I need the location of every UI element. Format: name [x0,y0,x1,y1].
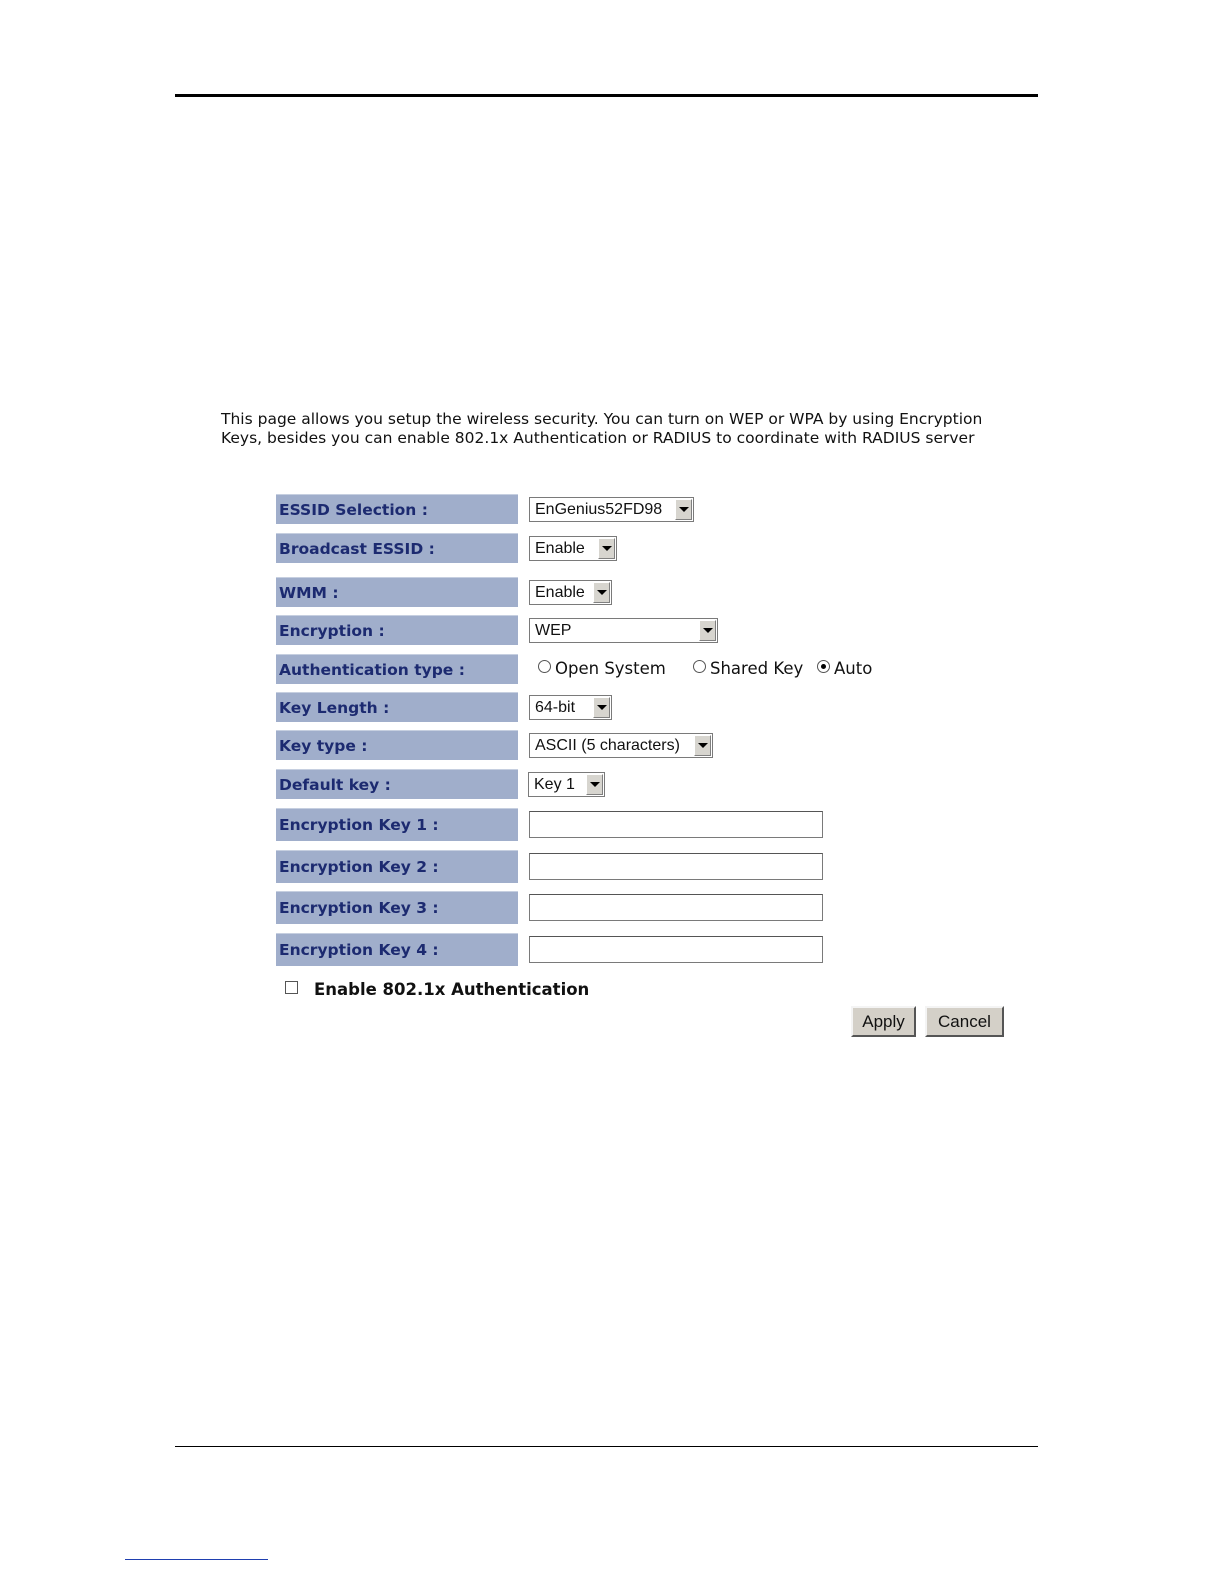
auth-option-auto[interactable] [817,654,872,684]
page-description: This page allows you setup the wireless security. You can turn on WEP or WPA by using Encryption Keys, besides you can enable 802.1x Authentication or RADIUS to coordinate with RADIUS server [221,410,983,447]
chevron-down-icon[interactable] [675,499,692,520]
header-rule [175,94,1038,97]
key-length-label: Key Length : [276,692,518,722]
wmm-label: WMM : [276,577,518,607]
encryption-key-4-label: Encryption Key 4 : [276,933,518,966]
default-key-value: Key 1 [534,776,575,793]
footer-rule [175,1446,1038,1447]
auto-radio[interactable] [817,660,830,673]
authentication-type-label: Authentication type : [276,654,518,684]
footnote-rule [125,1559,268,1560]
chevron-down-icon[interactable] [586,774,603,795]
encryption-key-1-input[interactable] [529,811,823,838]
enable-8021x-label: Enable 802.1x Authentication [314,980,590,999]
enable-8021x-option[interactable] [285,978,589,1002]
wmm-value: Enable [535,584,585,601]
auth-option-shared-key[interactable] [693,654,803,684]
enable-8021x-checkbox[interactable] [285,981,298,994]
encryption-key-2-label: Encryption Key 2 : [276,850,518,883]
encryption-key-4-input[interactable] [529,936,823,963]
chevron-down-icon[interactable] [694,735,711,756]
cancel-button[interactable]: Cancel [925,1006,1004,1037]
broadcast-essid-value: Enable [535,540,585,557]
broadcast-essid-select[interactable] [529,536,617,561]
auto-label: Auto [834,659,873,678]
broadcast-essid-label: Broadcast ESSID : [276,533,518,563]
encryption-value: WEP [535,622,572,639]
chevron-down-icon[interactable] [593,697,610,718]
encryption-key-3-input[interactable] [529,894,823,921]
essid-selection-select[interactable] [529,497,694,522]
encryption-key-3-label: Encryption Key 3 : [276,891,518,924]
key-length-value: 64-bit [535,699,576,716]
chevron-down-icon[interactable] [598,538,615,559]
key-length-select[interactable] [529,695,612,720]
shared-key-radio[interactable] [693,660,706,673]
key-type-label: Key type : [276,730,518,760]
encryption-key-2-input[interactable] [529,853,823,880]
default-key-label: Default key : [276,769,518,799]
essid-selection-value: EnGenius52FD98 [535,501,663,518]
auth-option-open-system[interactable] [538,654,666,684]
default-key-select[interactable] [528,772,605,797]
apply-button[interactable]: Apply [851,1006,916,1037]
encryption-select[interactable] [529,618,718,643]
chevron-down-icon[interactable] [699,620,716,641]
wmm-select[interactable] [529,580,612,605]
key-type-select[interactable] [529,733,713,758]
shared-key-label: Shared Key [710,659,804,678]
encryption-label: Encryption : [276,615,518,645]
open-system-label: Open System [555,659,666,678]
essid-selection-label: ESSID Selection : [276,494,518,524]
encryption-key-1-label: Encryption Key 1 : [276,808,518,841]
chevron-down-icon[interactable] [593,582,610,603]
key-type-value: ASCII (5 characters) [535,737,680,754]
open-system-radio[interactable] [538,660,551,673]
